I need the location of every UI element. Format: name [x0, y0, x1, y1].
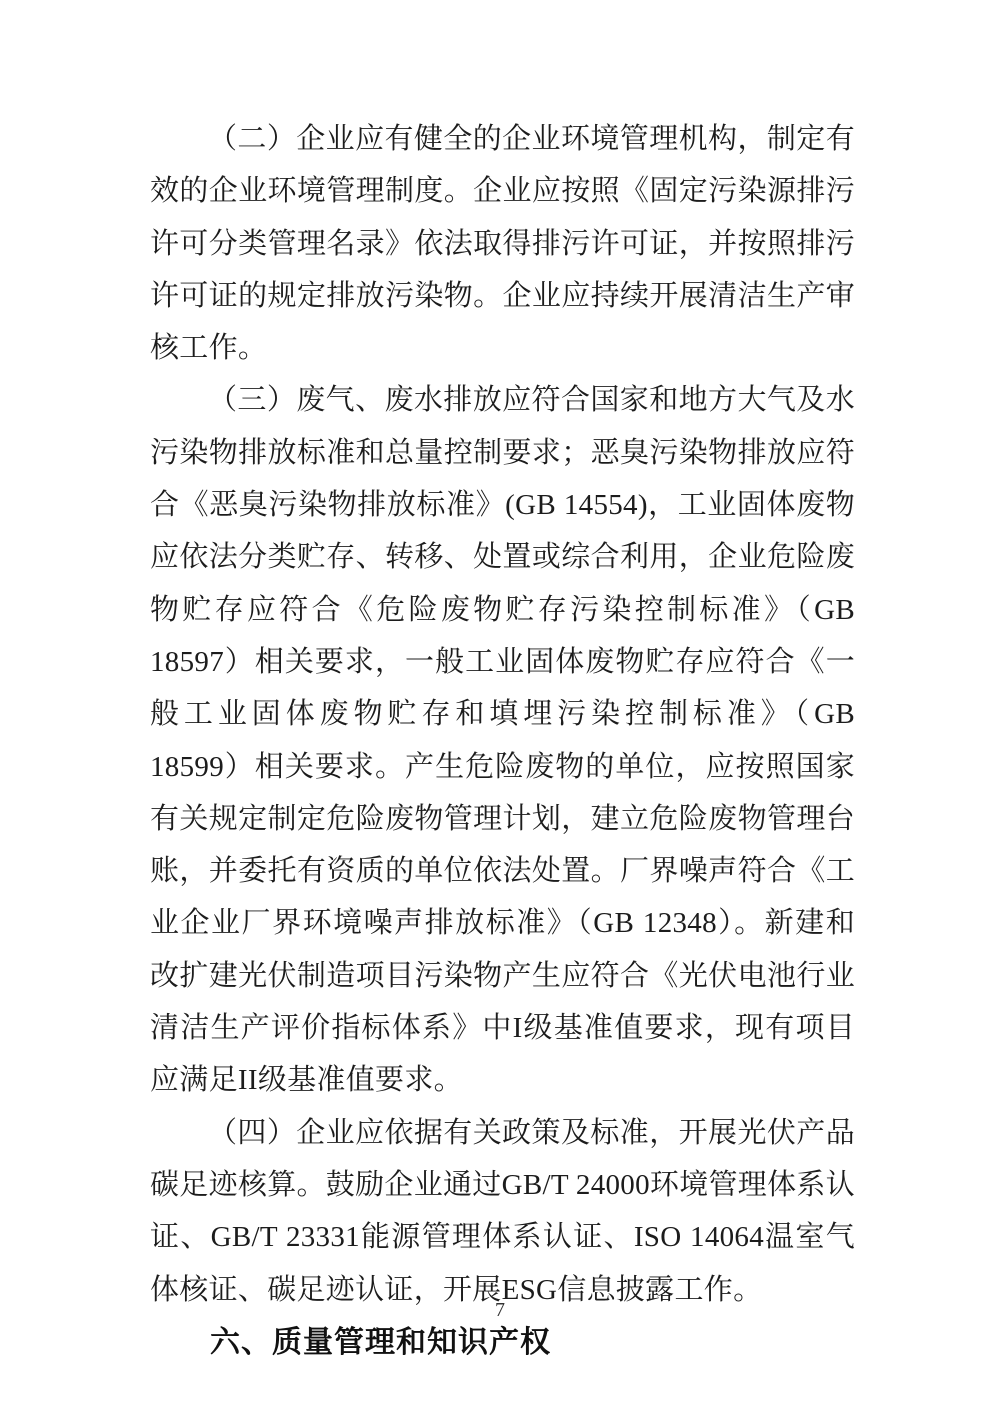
- paragraph-item-3: （三）废气、废水排放应符合国家和地方大气及水污染物排放标准和总量控制要求；恶臭污染物排放应符合《恶臭污染物排放标准》(GB 14554)，工业固体废物应依法分类贮存、转移、处置或综合利用，企业危险废物贮存应符合《危险废物贮存污染控制标准》（GB 18597）相关要求，一般工业固体废物贮存应符合《一般工业固体废物贮存和填埋污染控制标准》（GB 18599）相关要求。产生危险废物的单位，应按照国家有关规定制定危险废物管理计划，建立危险废物管理台账，并委托有资质的单位依法处置。厂界噪声符合《工业企业厂界环境噪声排放标准》（GB 12348）。新建和改扩建光伏制造项目污染物产生应符合《光伏电池行业清洁生产评价指标体系》中I级基准值要求，现有项目应满足II级基准值要求。: [150, 384, 855, 1097]
- page-number: 7: [495, 1299, 505, 1321]
- paragraph-item-4: （四）企业应依据有关政策及标准，开展光伏产品碳足迹核算。鼓励企业通过GB/T 24000环境管理体系认证、GB/T 23331能源管理体系认证、ISO 14064温室气体核证、碳足迹认证，开展ESG信息披露工作。: [150, 1116, 855, 1306]
- section-heading-quality-management: 六、质量管理和知识产权: [210, 1325, 551, 1359]
- document-content: [150, 113, 855, 1369]
- paragraph-item-2: （二）企业应有健全的企业环境管理机构，制定有效的企业环境管理制度。企业应按照《固定污染源排污许可分类管理名录》依法取得排污许可证，并按照排污许可证的规定排放污染物。企业应持续开展清洁生产审核工作。: [150, 123, 855, 365]
